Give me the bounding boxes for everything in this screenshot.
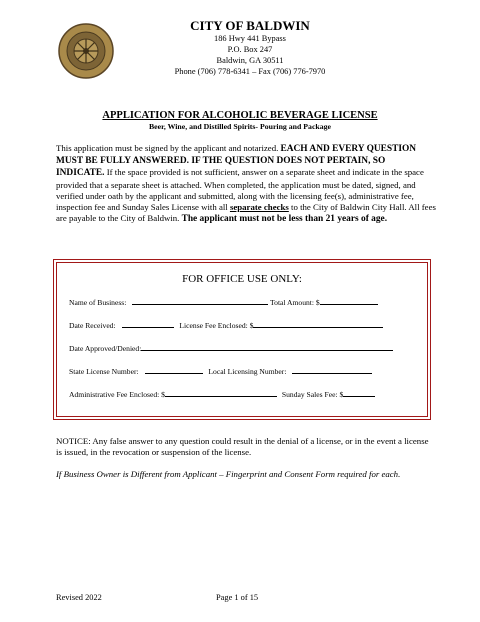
phone-fax: Phone (706) 778-6341 – Fax (706) 776-7970 (174, 67, 326, 76)
row-received (69, 319, 383, 331)
total-amount-field[interactable] (320, 296, 378, 305)
row-license-numbers (69, 365, 372, 377)
date-received-field[interactable] (122, 319, 174, 328)
address-line-3: Baldwin, GA 30511 (216, 56, 284, 65)
application-subtitle: Beer, Wine, and Distilled Spirits- Pouring and Package (148, 122, 332, 131)
date-received-label: Date Received: (69, 321, 116, 330)
local-license-field[interactable] (292, 365, 372, 374)
local-license-label: Local Licensing Number: (208, 367, 287, 376)
state-license-field[interactable] (145, 365, 203, 374)
intro-underline: separate checks (229, 202, 289, 213)
notice-text: NOTICE: Any false answer to any question could result in the denial of a license, or in the event a license is issued, in the revocation or suspension of the license. (56, 436, 429, 458)
license-fee-field[interactable] (253, 319, 383, 328)
sunday-fee-label: Sunday Sales Fee: $ (281, 390, 344, 399)
address-line-2: P.O. Box 247 (227, 45, 273, 54)
state-license-label: State License Number: (69, 367, 139, 376)
admin-fee-field[interactable] (165, 388, 277, 397)
city-seal (58, 23, 114, 79)
date-approved-label: Date Approved/Denied: (69, 344, 142, 353)
city-name: CITY OF BALDWIN (190, 18, 310, 33)
intro-bold-1: EACH AND EVERY QUESTION MUST BE FULLY ANSWERED. IF THE QUESTION DOES NOT PERTAIN, SO INDICATE. (56, 144, 417, 179)
application-title: APPLICATION FOR ALCOHOLIC BEVERAGE LICENSE (102, 110, 378, 121)
letterhead (140, 18, 360, 77)
intro-paragraph (56, 143, 436, 225)
row-approved (69, 342, 393, 354)
address-line-1: 186 Hwy 441 Bypass (214, 34, 286, 43)
business-name-label: Name of Business: (69, 298, 127, 307)
business-name-field[interactable] (132, 296, 268, 305)
total-amount-label: Total Amount: $ (270, 298, 320, 307)
revised-date: Revised 2022 (56, 593, 102, 602)
intro-bold-2: The applicant must not be less than 21 years of age. (181, 214, 388, 225)
owner-note: If Business Owner is Different from Applicant – Fingerprint and Consent Form required for each. (56, 469, 401, 479)
date-approved-field[interactable] (141, 342, 393, 351)
intro-text-1: This application must be signed by the applicant and notarized. (56, 143, 281, 153)
row-fees (69, 388, 375, 400)
page-number: Page 1 of 15 (216, 593, 259, 602)
admin-fee-label: Administrative Fee Enclosed: $ (69, 390, 165, 399)
office-use-title: FOR OFFICE USE ONLY: (182, 273, 302, 285)
row-business (69, 296, 378, 308)
intro-text-3: to the City of Baldwin City Hall. All fees are payable to the City of Baldwin. (56, 202, 436, 224)
office-use-box (56, 262, 428, 417)
license-fee-label: License Fee Enclosed: $ (179, 321, 254, 330)
sunday-fee-field[interactable] (343, 388, 375, 397)
intro-text-2: If the space provided is not sufficient, answer on a separate sheet and indicate in the space provided that a separate sheet is attached. When completed, the application must be dated, signed, and verified under oath by the applicant and submitted, along with the licensing fee(s), administrative fee, inspection fee and Sunday Sales License with all (56, 167, 424, 213)
